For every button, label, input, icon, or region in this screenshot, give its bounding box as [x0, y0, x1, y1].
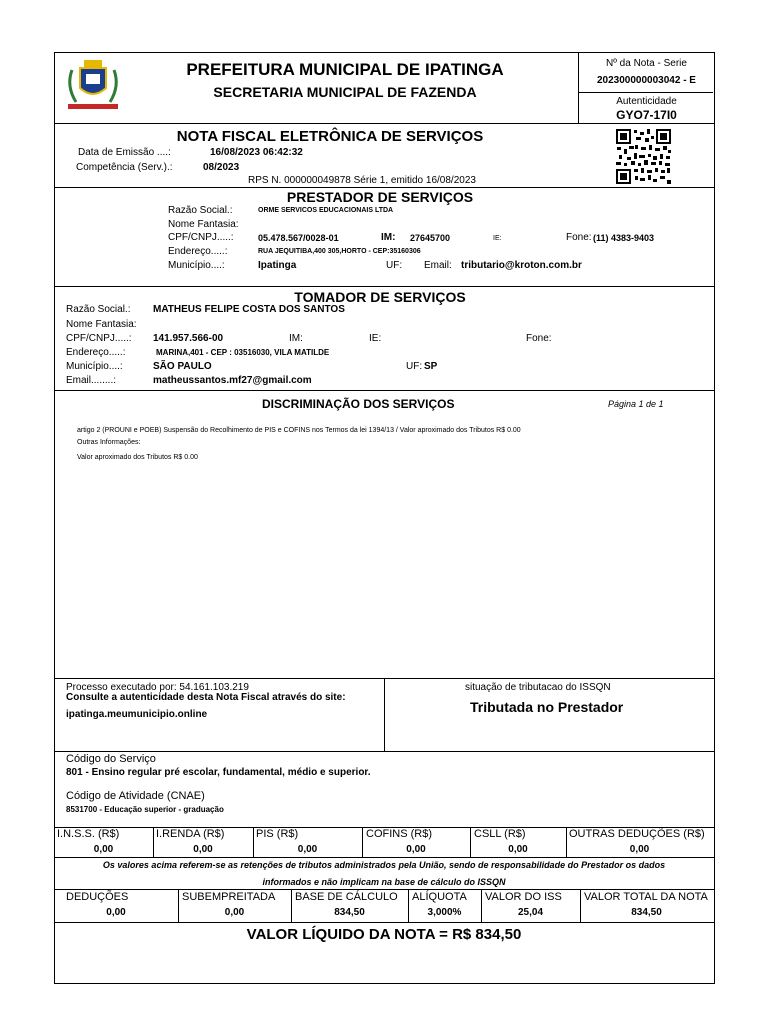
- prestador-im-value: 27645700: [410, 233, 451, 243]
- emission-label: Data de Emissão ....:: [78, 147, 171, 158]
- prestador-municipio-label: Município....:: [168, 260, 225, 271]
- deducoes-value: 0,00: [106, 907, 126, 918]
- irenda-value: 0,00: [193, 844, 213, 855]
- prestador-title: PRESTADOR DE SERVIÇOS: [286, 189, 474, 205]
- rps-info: RPS N. 000000049878 Série 1, emitido 16/08/2023: [248, 175, 476, 186]
- outras-deducoes-header: OUTRAS DEDUÇÕES (R$): [569, 828, 705, 840]
- tomador-im-label: IM:: [289, 333, 303, 344]
- prestador-fantasia-label: Nome Fantasia:: [168, 219, 239, 230]
- inss-value: 0,00: [93, 844, 114, 855]
- situacao-label: situação de tributacao do ISSQN: [465, 682, 611, 693]
- tomador-razao-label: Razão Social.:: [66, 304, 131, 315]
- base-calculo-header: BASE DE CÁLCULO: [295, 891, 398, 903]
- tomador-cpf-value: 141.957.566-00: [153, 333, 224, 344]
- cofins-header: COFINS (R$): [366, 828, 432, 840]
- page-indicator: Página 1 de 1: [608, 399, 664, 409]
- discriminacao-line-2: Outras Informações:: [77, 439, 141, 446]
- tomador-endereco-value: MARINA,401 - CEP : 03516030, VILA MATILDE: [156, 348, 330, 357]
- authenticity-code: GYO7-17I0: [616, 108, 677, 122]
- aliquota-header: ALÍQUOTA: [412, 891, 467, 903]
- competencia-value: 08/2023: [203, 162, 240, 173]
- tomador-ie-label: IE:: [369, 333, 382, 344]
- aliquota-value: 3,000%: [427, 907, 462, 918]
- prestador-ie-label: IE:: [493, 235, 502, 242]
- prestador-fone-label: Fone:: [566, 232, 592, 243]
- csll-value: 0,00: [508, 844, 528, 855]
- subempreitada-value: 0,00: [224, 907, 245, 918]
- pis-value: 0,00: [297, 844, 318, 855]
- prestador-razao-value: ORME SERVICOS EDUCACIONAIS LTDA: [258, 207, 394, 214]
- municipality-name: PREFEITURA MUNICIPAL DE IPATINGA: [186, 60, 504, 79]
- tomador-fantasia-label: Nome Fantasia:: [66, 319, 137, 330]
- valor-total-header: VALOR TOTAL DA NOTA: [584, 891, 708, 903]
- authenticity-label: Autenticidade: [616, 96, 677, 107]
- secretariat-name: SECRETARIA MUNICIPAL DE FAZENDA: [213, 84, 477, 100]
- tomador-uf-label: UF:: [406, 361, 423, 372]
- emission-value: 16/08/2023 06:42:32: [210, 147, 303, 158]
- prestador-endereco-value: RUA JEQUITIBA,400 305,HORTO - CEP:35160306: [258, 248, 421, 255]
- consulte-site-link[interactable]: ipatinga.meumunicipio.online: [66, 709, 208, 720]
- tomador-email-value: matheussantos.mf27@gmail.com: [153, 375, 312, 386]
- discriminacao-title: DISCRIMINAÇÃO DOS SERVIÇOS: [262, 397, 455, 411]
- codigo-servico-label: Código do Serviço: [66, 753, 156, 765]
- prestador-razao-label: Razão Social.:: [168, 205, 233, 216]
- prestador-uf-label: UF:: [386, 260, 403, 271]
- nota-title: NOTA FISCAL ELETRÔNICA DE SERVIÇOS: [176, 128, 484, 145]
- nota-number-label: Nº da Nota - Serie: [606, 58, 687, 69]
- competencia-label: Competência (Serv.).:: [76, 162, 173, 173]
- cnae-value: 8531700 - Educação superior - graduação: [66, 805, 224, 814]
- base-calculo-value: 834,50: [334, 907, 365, 918]
- tomador-razao-value: MATHEUS FELIPE COSTA DOS SANTOS: [153, 304, 345, 315]
- pis-header: PIS (R$): [256, 828, 299, 840]
- situacao-value: Tributada no Prestador: [470, 699, 624, 715]
- nota-number: 202300000003042 - E: [597, 75, 696, 86]
- tomador-municipio-label: Município....:: [66, 361, 123, 372]
- prestador-im-label: IM:: [381, 232, 396, 243]
- deducoes-header: DEDUÇÕES: [66, 891, 129, 903]
- tributos-note-1: Os valores acima referem-se as retenções de tributos administrados pela União, sendo de responsabilidade do Prestador os dados: [102, 860, 666, 870]
- consulte-text: Consulte a autenticidade desta Nota Fiscal através do site:: [66, 692, 346, 703]
- prestador-municipio-value: Ipatinga: [258, 260, 297, 271]
- discriminacao-line-3: Valor aproximado dos Tributos R$ 0.00: [77, 454, 198, 461]
- subempreitada-header: SUBEMPREITADA: [182, 891, 276, 903]
- valor-iss-header: VALOR DO ISS: [485, 891, 562, 903]
- prestador-fone-value: (11) 4383-9403: [593, 233, 655, 243]
- prestador-email-label: Email:: [424, 260, 452, 271]
- tomador-title: TOMADOR DE SERVIÇOS: [294, 289, 466, 305]
- tomador-municipio-value: SÃO PAULO: [153, 361, 212, 372]
- municipal-crest: [64, 56, 122, 114]
- codigo-servico-value: 801 - Ensino regular pré escolar, fundamental, médio e superior.: [66, 767, 371, 778]
- discriminacao-line-1: artigo 2 (PROUNI e POEB) Suspensão do Recolhimento de PIS e COFINS nos Termos da lei 1394/13 / Valor aproximado dos Tributos R$ 0.00: [77, 427, 521, 434]
- tomador-cpf-label: CPF/CNPJ.....:: [66, 333, 132, 344]
- qr-code-icon[interactable]: [615, 128, 672, 185]
- tomador-fone-label: Fone:: [526, 333, 552, 344]
- inss-header: I.N.S.S. (R$): [57, 828, 120, 840]
- irenda-header: I.RENDA (R$): [156, 828, 225, 840]
- outras-deducoes-value: 0,00: [629, 844, 650, 855]
- prestador-email-value: tributario@kroton.com.br: [461, 260, 582, 271]
- tomador-email-label: Email........:: [66, 375, 117, 386]
- processo-label: Processo executado por: 54.161.103.219: [66, 682, 249, 693]
- csll-header: CSLL (R$): [474, 828, 526, 840]
- tributos-note-2: informados e não implicam na base de cálculo do ISSQN: [262, 877, 506, 887]
- tomador-endereco-label: Endereço.....:: [66, 347, 126, 358]
- cofins-value: 0,00: [406, 844, 426, 855]
- prestador-cpf-value: 05.478.567/0028-01: [258, 233, 339, 243]
- cnae-label: Código de Atividade (CNAE): [66, 790, 205, 802]
- prestador-endereco-label: Endereço.....:: [168, 246, 228, 257]
- valor-total-value: 834,50: [631, 907, 662, 918]
- tomador-uf-value: SP: [424, 361, 438, 372]
- valor-liquido: VALOR LÍQUIDO DA NOTA = R$ 834,50: [246, 926, 522, 943]
- valor-iss-value: 25,04: [517, 907, 544, 918]
- prestador-cpf-label: CPF/CNPJ.....:: [168, 232, 234, 243]
